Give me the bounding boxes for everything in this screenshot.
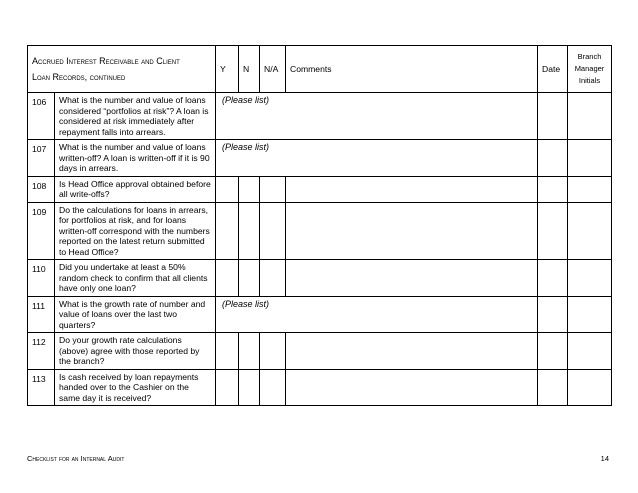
please-list-note[interactable]: (Please list) [216,140,538,177]
row-number: 113 [28,369,55,406]
date-cell[interactable] [538,296,568,333]
row-question: What is the growth rate of number and value of loans over the last two quarters? [55,296,216,333]
header-no: N [239,46,260,93]
please-list-note[interactable]: (Please list) [216,296,538,333]
date-cell[interactable] [538,176,568,202]
row-question: What is the number and value of loans considered “portfolios at risk”? A loan is considered at risk immediately after repayment falls into arrears. [55,93,216,140]
row-question: What is the number and value of loans written-off? A loan is written-off if it is 90 days in arrears. [55,140,216,177]
row-number: 106 [28,93,55,140]
table-row [28,369,612,406]
branch-line2: Manager [574,64,605,73]
row-number: 109 [28,202,55,260]
no-cell[interactable] [239,369,260,406]
date-cell[interactable] [538,260,568,297]
section-title-line1: Accrued Interest Receivable and Client [32,56,180,66]
comments-cell[interactable] [286,333,538,370]
table-row [28,202,612,260]
audit-checklist-table [27,45,612,406]
table-row [28,260,612,297]
initials-cell[interactable] [568,202,612,260]
no-cell[interactable] [239,260,260,297]
branch-line1: Branch [577,52,602,61]
header-branch-manager-initials [568,46,612,93]
row-question: Did you undertake at least a 50% random check to confirm that all clients have only one loan? [55,260,216,297]
na-cell[interactable] [260,369,286,406]
header-date: Date [538,46,568,93]
initials-cell[interactable] [568,296,612,333]
initials-cell[interactable] [568,260,612,297]
table-row [28,93,612,140]
section-title [28,46,216,93]
no-cell[interactable] [239,333,260,370]
date-cell[interactable] [538,202,568,260]
row-question: Is Head Office approval obtained before all write-offs? [55,176,216,202]
yes-cell[interactable] [216,369,239,406]
table-header-row [28,46,612,93]
na-cell[interactable] [260,333,286,370]
page-number: 14 [600,454,609,463]
comments-cell[interactable] [286,202,538,260]
row-number: 107 [28,140,55,177]
comments-cell[interactable] [286,369,538,406]
initials-cell[interactable] [568,140,612,177]
please-list-note[interactable]: (Please list) [216,93,538,140]
initials-cell[interactable] [568,369,612,406]
header-comments: Comments [286,46,538,93]
table-row [28,140,612,177]
no-cell[interactable] [239,202,260,260]
no-cell[interactable] [239,176,260,202]
date-cell[interactable] [538,333,568,370]
row-number: 112 [28,333,55,370]
yes-cell[interactable] [216,202,239,260]
table-row [28,296,612,333]
section-title-line2: Loan Records, continued [32,72,126,82]
initials-cell[interactable] [568,93,612,140]
row-number: 110 [28,260,55,297]
row-question: Do your growth rate calculations (above) agree with those reported by the branch? [55,333,216,370]
initials-cell[interactable] [568,176,612,202]
yes-cell[interactable] [216,260,239,297]
table-row [28,333,612,370]
row-number: 108 [28,176,55,202]
na-cell[interactable] [260,260,286,297]
header-na: N/A [260,46,286,93]
row-number: 111 [28,296,55,333]
table-row [28,176,612,202]
date-cell[interactable] [538,93,568,140]
row-question: Do the calculations for loans in arrears, for portfolios at risk, and for loans written-off correspond with the numbers reported on the latest return submitted to Head Office? [55,202,216,260]
branch-line3: Initials [578,76,601,85]
date-cell[interactable] [538,369,568,406]
comments-cell[interactable] [286,260,538,297]
comments-cell[interactable] [286,176,538,202]
yes-cell[interactable] [216,176,239,202]
initials-cell[interactable] [568,333,612,370]
footer-title: Checklist for an Internal Audit [27,454,125,463]
yes-cell[interactable] [216,333,239,370]
date-cell[interactable] [538,140,568,177]
na-cell[interactable] [260,202,286,260]
row-question: Is cash received by loan repayments handed over to the Cashier on the same day it is received? [55,369,216,406]
header-yes: Y [216,46,239,93]
na-cell[interactable] [260,176,286,202]
